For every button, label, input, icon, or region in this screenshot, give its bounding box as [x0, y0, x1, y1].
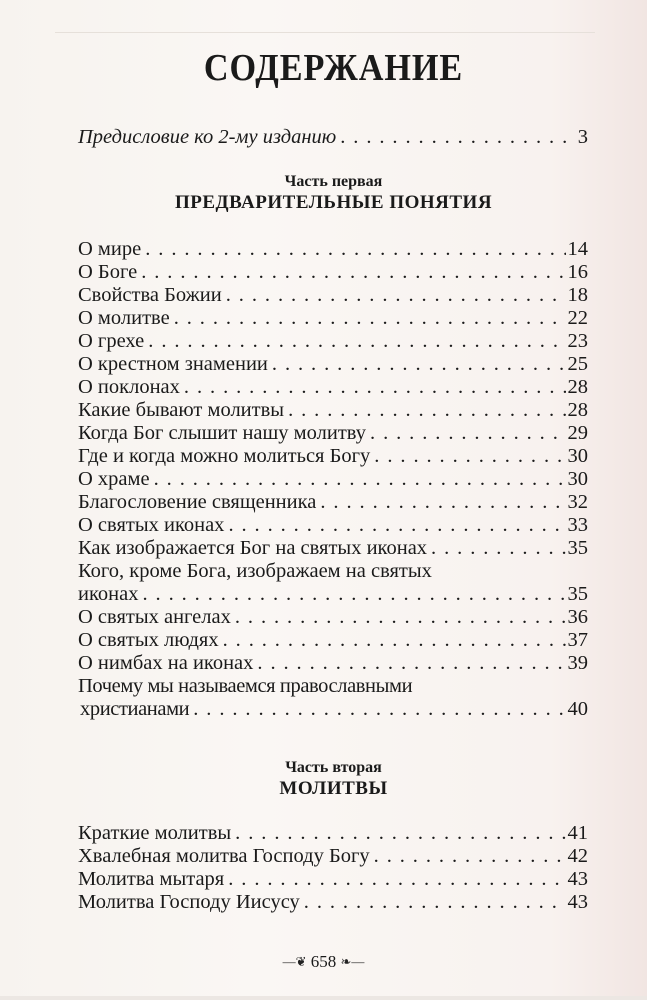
leader-dots [148, 330, 565, 353]
ornament-left-icon: —❦ [282, 954, 307, 969]
toc-entry-label: Свойства Божии [78, 284, 222, 306]
toc-entry-page: 37 [567, 629, 588, 651]
toc-entry-label: О святых иконах [78, 514, 225, 536]
part1-title: ПРЕДВАРИТЕЛЬНЫЕ ПОНЯТИЯ [174, 192, 493, 213]
toc-entry-page: 32 [567, 491, 588, 513]
toc-entry-label: О святых ангелах [78, 606, 231, 628]
toc-entry-page: 42 [567, 845, 588, 867]
toc-entry[interactable] [78, 845, 588, 868]
part2-toc-list [78, 822, 588, 914]
toc-entry-wrapped-line2[interactable] [78, 583, 588, 606]
part1-heading [0, 172, 647, 214]
leader-dots [184, 376, 566, 399]
part2-title: МОЛИТВЫ [279, 778, 388, 799]
toc-entry-label: Какие бывают молитвы [78, 399, 285, 421]
toc-entry-label: Где и когда можно молиться Богу [78, 445, 371, 467]
toc-entry-page: 18 [567, 284, 588, 306]
toc-entry-page: 3 [577, 126, 588, 148]
toc-entry-label: О Боге [78, 261, 138, 283]
leader-dots [320, 491, 565, 514]
page-number: 658 [310, 952, 337, 971]
toc-entry-page: 14 [567, 238, 588, 260]
toc-entry[interactable] [78, 445, 588, 468]
toc-entry-label-continued: христианами [80, 698, 190, 720]
leader-dots [154, 468, 566, 491]
leader-dots [223, 629, 566, 652]
bleed-through-rule [55, 32, 595, 33]
toc-entry-wrapped-line1[interactable] [78, 560, 588, 583]
toc-entry-page: 28 [567, 376, 588, 398]
leader-dots [145, 238, 565, 261]
leader-dots [174, 307, 566, 330]
leader-dots [431, 537, 565, 560]
toc-entry-page: 23 [567, 330, 588, 352]
page-footer [0, 952, 647, 972]
toc-entry[interactable] [78, 422, 588, 445]
toc-entry-page: 30 [567, 468, 588, 490]
ornament-right-icon: ❧— [340, 954, 365, 969]
toc-entry-page: 43 [567, 891, 588, 913]
toc-entry-page: 43 [567, 868, 588, 890]
leader-dots [370, 422, 565, 445]
toc-entry[interactable] [78, 652, 588, 675]
leader-dots [288, 399, 565, 422]
page-bottom-edge [0, 996, 647, 1000]
toc-entry-label: Хвалебная молитва Господу Богу [78, 845, 370, 867]
toc-entry-wrapped-line1[interactable] [78, 675, 588, 698]
toc-entry-page: 25 [567, 353, 588, 375]
leader-dots [304, 891, 566, 914]
leader-dots [257, 652, 565, 675]
toc-entry[interactable] [78, 376, 588, 399]
leader-dots [235, 606, 566, 629]
toc-entry[interactable] [78, 891, 588, 914]
page-title: СОДЕРЖАНИЕ [203, 47, 464, 89]
leader-dots [235, 822, 565, 845]
toc-entry-page: 39 [567, 652, 588, 674]
toc-entry[interactable] [78, 822, 588, 845]
toc-entry-label: О святых людях [78, 629, 219, 651]
toc-entry-label: О храме [78, 468, 150, 490]
leader-dots [228, 868, 565, 891]
part2-heading [0, 758, 647, 800]
toc-entry-page: 41 [567, 822, 588, 844]
toc-entry[interactable] [78, 537, 588, 560]
toc-entry-page: 33 [567, 514, 588, 536]
toc-entry[interactable] [78, 353, 588, 376]
toc-entry[interactable] [78, 261, 588, 284]
toc-entry[interactable] [78, 491, 588, 514]
toc-entry[interactable] [78, 514, 588, 537]
toc-entry[interactable] [78, 284, 588, 307]
toc-entry-page: 30 [567, 445, 588, 467]
toc-entry-label: Благословение священника [78, 491, 317, 513]
toc-entry-label: Почему мы называемся православными [78, 675, 413, 697]
toc-entry-label: Молитва Господу Иисусу [78, 891, 300, 913]
toc-entry[interactable] [78, 468, 588, 491]
toc-entry-label: Когда Бог слышит нашу молитву [78, 422, 367, 444]
leader-dots [272, 353, 566, 376]
part1-subtitle: Часть первая [284, 173, 383, 190]
part1-toc-list [78, 238, 588, 721]
leader-dots [193, 698, 565, 721]
toc-entry-wrapped-line2[interactable] [78, 698, 588, 721]
leader-dots [340, 126, 576, 149]
toc-entry-label: Молитва мытаря [78, 868, 225, 890]
toc-entry[interactable] [78, 868, 588, 891]
toc-entry-label: О крестном знамении [78, 353, 268, 375]
toc-entry-preface[interactable] [78, 126, 588, 149]
toc-entry-page: 35 [567, 537, 588, 559]
toc-entry-page: 28 [567, 399, 588, 421]
leader-dots [142, 583, 565, 606]
toc-entry-label-continued: иконах [78, 583, 139, 605]
preface-section [78, 126, 588, 149]
leader-dots [374, 845, 566, 868]
toc-entry-label: О поклонах [78, 376, 180, 398]
toc-entry[interactable] [78, 330, 588, 353]
toc-entry-page: 16 [567, 261, 588, 283]
toc-entry-page: 22 [567, 307, 588, 329]
toc-entry[interactable] [78, 399, 588, 422]
leader-dots [226, 284, 566, 307]
toc-entry-label: Краткие молитвы [78, 822, 232, 844]
toc-entry-label: О мире [78, 238, 142, 260]
toc-entry-label: О молитве [78, 307, 170, 329]
toc-entry[interactable] [78, 629, 588, 652]
toc-entry-page: 40 [567, 698, 588, 720]
toc-entry-label: Как изображается Бог на святых иконах [78, 537, 428, 559]
leader-dots [228, 514, 565, 537]
toc-entry-page: 29 [567, 422, 588, 444]
toc-entry[interactable] [78, 606, 588, 629]
toc-entry[interactable] [78, 307, 588, 330]
part2-subtitle: Часть вторая [285, 759, 382, 776]
toc-entry[interactable] [78, 238, 588, 261]
toc-entry-label: Предисловие ко 2-му изданию [78, 126, 337, 148]
toc-entry-label: Кого, кроме Бога, изображаем на святых [78, 560, 432, 582]
toc-entry-page: 35 [567, 583, 588, 605]
leader-dots [374, 445, 565, 468]
leader-dots [141, 261, 565, 284]
toc-entry-page: 36 [567, 606, 588, 628]
toc-entry-label: О нимбах на иконах [78, 652, 254, 674]
toc-entry-label: О грехе [78, 330, 145, 352]
